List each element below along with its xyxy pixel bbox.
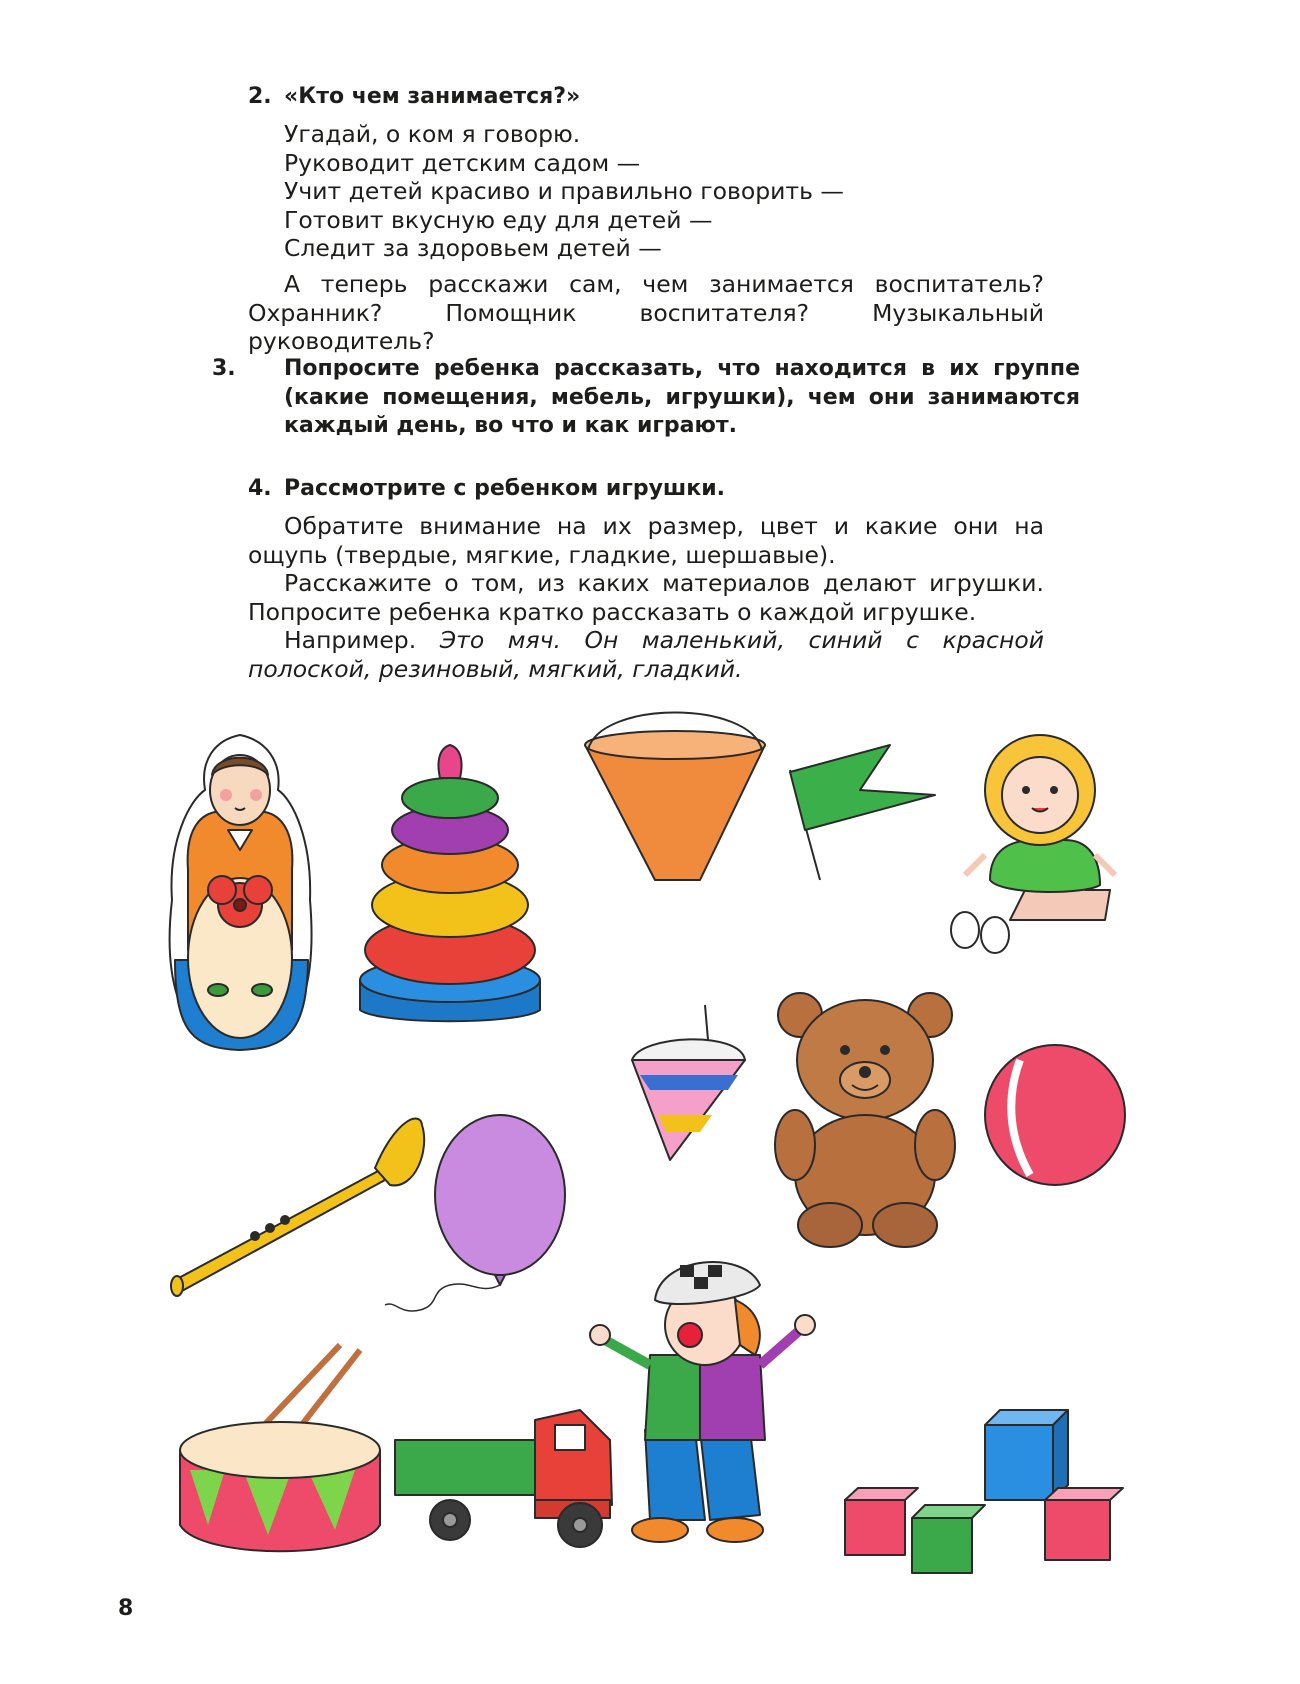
drum-icon xyxy=(180,1345,380,1551)
spinning-top-icon xyxy=(632,1005,745,1160)
example-italic: Это мяч. Он маленький, синий с красной полоской, резиновый, мягкий, гладкий. xyxy=(248,626,1044,683)
section-3-title: Попросите ребенка рассказать, что находится в их группе (какие помещения, мебель, игрушки), чем они занимаются каждый день, во что и как играют. xyxy=(284,356,1080,438)
section-2-number: 2. xyxy=(248,84,272,109)
bucket-icon xyxy=(585,713,765,881)
poem-line: Угадай, о ком я говорю. xyxy=(284,120,581,148)
section-2-title: «Кто чем занимается?» xyxy=(284,84,581,109)
ball-icon xyxy=(985,1045,1125,1185)
example-lead: Например. xyxy=(284,626,417,654)
matryoshka-icon xyxy=(170,735,312,1050)
flag-icon xyxy=(790,745,935,880)
blocks-icon xyxy=(845,1410,1123,1573)
section-4-paragraph-1: Обратите внимание на их размер, цвет и какие они на ощупь (твердые, мягкие, гладкие, шершавые). xyxy=(248,512,1044,569)
poem-line: Руководит детским садом — xyxy=(284,148,641,177)
section-4-paragraph-2: Расскажите о том, из каких материалов делают игрушки. Попросите ребенка кратко рассказать о каждой игрушке. xyxy=(248,569,1044,626)
poem-line: Следит за здоровьем детей — xyxy=(284,234,662,262)
section-4-number: 4. xyxy=(248,476,272,501)
section-2-paragraph: А теперь расскажи сам, чем занимается воспитатель? Охранник? Помощник воспитателя? Музыкальный руководитель? xyxy=(248,270,1044,355)
trumpet-icon xyxy=(171,1119,424,1296)
section-4-title: Рассмотрите с ребенком игрушки. xyxy=(284,476,725,501)
poem-line: Учит детей красиво и правильно говорить — xyxy=(284,177,844,205)
clown-icon xyxy=(590,1262,815,1542)
page-number: 8 xyxy=(118,1596,134,1621)
teddy-bear-icon xyxy=(775,993,955,1247)
truck-icon xyxy=(395,1410,612,1547)
doll-icon xyxy=(951,735,1115,953)
pyramid-icon xyxy=(360,745,540,1021)
section-3-number: 3. xyxy=(212,356,236,381)
poem-line: Готовит вкусную еду для детей — xyxy=(284,205,713,234)
